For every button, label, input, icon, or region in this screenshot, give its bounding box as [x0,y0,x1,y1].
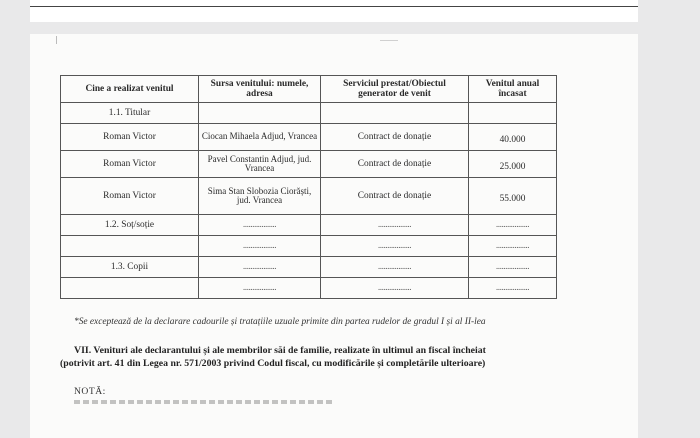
cell-service: .................. [321,236,469,257]
cell-service: .................. [321,215,469,236]
cell-service [321,103,469,124]
cell-who: Roman Victor [61,151,199,178]
cell-amount [469,103,557,124]
cell-who [61,278,199,299]
cell-amount [469,151,557,178]
cell-source: .................. [199,257,321,278]
amount-value: 40.000 [499,134,526,145]
scan-mark [380,40,398,41]
previous-page-edge [30,0,638,22]
cell-who: Roman Victor [61,178,199,215]
cell-amount [469,124,557,151]
cell-who: 1.2. Soț/soție [61,215,199,236]
cell-who: 1.1. Titular [61,103,199,124]
cell-amount [469,178,557,215]
scan-mark [56,36,57,44]
section-subtitle: (potrivit art. 41 din Legea nr. 571/2003 privind Codul fiscal, cu modificările și completările ulterioare) [60,357,486,369]
cell-source: Ciocan Mihaela Adjud, Vrancea [199,124,321,151]
income-table [60,75,557,299]
cell-service: .................. [321,257,469,278]
horizontal-rule [30,6,638,7]
cell-service: Contract de donație [321,151,469,178]
cell-source: .................. [199,215,321,236]
table-row [61,236,557,257]
header-source: Sursa venitului: numele, adresa [199,76,321,103]
table-row [61,278,557,299]
amount-value: 55.000 [499,193,526,204]
cell-who: Roman Victor [61,124,199,151]
table-row [61,215,557,236]
cell-service: Contract de donație [321,124,469,151]
table-row [61,257,557,278]
header-service: Serviciul prestat/Obiectul generator de venit [321,76,469,103]
cell-amount: .................. [469,278,557,299]
cell-who [61,236,199,257]
cell-who: 1.3. Copii [61,257,199,278]
cell-amount: .................. [469,257,557,278]
table-row [61,178,557,215]
header-who: Cine a realizat venitul [61,76,199,103]
cell-amount: .................. [469,215,557,236]
nota-label: NOTĂ: [74,386,106,397]
cell-source: Pavel Constantin Adjud, jud. Vrancea [199,151,321,178]
cell-service: Contract de donație [321,178,469,215]
cell-source: .................. [199,278,321,299]
cell-source: .................. [199,236,321,257]
table-row [61,124,557,151]
cell-source [199,103,321,124]
table-row [61,103,557,124]
section-heading [60,345,600,370]
cell-source: Sima Stan Slobozia Ciorăști, jud. Vrancea [199,178,321,215]
table-header-row [61,76,557,103]
cropped-text-line [74,400,334,404]
cell-amount: .................. [469,236,557,257]
cell-service: .................. [321,278,469,299]
table-row [61,151,557,178]
footnote: *Se exceptează de la declarare cadourile și tratațiile uzuale primite din partea rudelor de gradul I și al II-lea [74,317,486,327]
amount-value: 25.000 [499,161,526,172]
section-title: VII. Venituri ale declarantului și ale membrilor săi de familie, realizate în ultimul an fiscal încheiat [74,345,486,356]
header-amount: Venitul anual încasat [469,76,557,103]
